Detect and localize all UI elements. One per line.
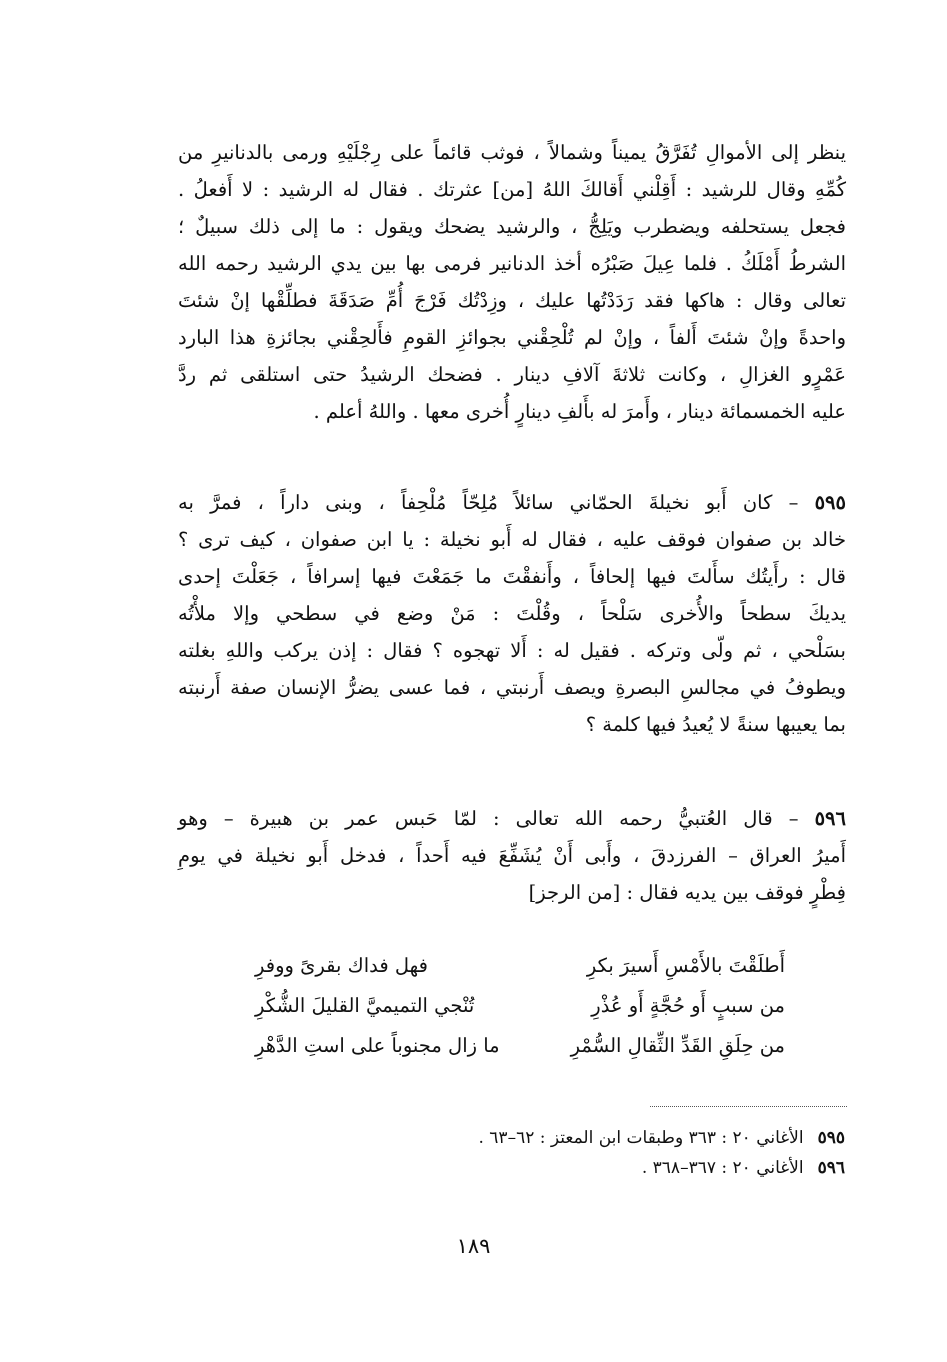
footnote-text: الأغاني ٢٠ : ٣٦٣ وطبقات ابن المعتز : ٦٢–٦٣ . [478,1128,804,1148]
footnote-separator [650,1106,847,1107]
text-line: يديكَ سطحاً والأُخرى سَلْحاً ، وقُلْتَ : مَنْ وضع في سطحي وإلا ملأْتُه [178,602,846,625]
entry-first-line [178,484,846,521]
verse-first-hemistich: من سببٍ أَو حُجَّةٍ أَو عُذْرِ [591,994,785,1017]
text-line: فجعل يستحلفه ويضطرب ويَلِجُّ ، والرشيد يضحك ويقول : ما إلى ذلك سبيلٌ ؛ [178,215,846,238]
poem-verses [255,946,785,1066]
footnote [642,1158,845,1178]
text-line: قال : رأَيتُك سأَلتَ فيها إلحافاً ، وأَنفقْتَ ما جَمَعْتَ فيها إسرافاً ، جَعَلْتَ إحدى [178,565,846,588]
entry-first-line [178,800,846,837]
entry-text: – كان أَبو نخيلةَ الحمّاني سائلاً مُلِحّاً مُلْحِفاً ، وبنى داراً ، فمرَّ به [178,491,799,514]
text-line: بما يعيبها سنةً لا يُعيدُ فيها كلمة ؟ [585,713,846,736]
footnote-number: ٥٩٥ [817,1128,845,1148]
footnote [478,1128,845,1148]
text-line: ينظر إلى الأموالِ تُفَرَّقُ يميناً وشمالاً ، فوثب قائماً على رِجْلَيْهِ ورمى بالدنانيرِ من [178,141,846,164]
paragraph-continuation [178,134,846,430]
verse-second-hemistich: ما زال مجنوباً على استِ الدَّهْرِ [255,1034,500,1057]
text-line: عليه الخمسمائة دينار ، وأَمرَ له بأَلفِ دينارٍ أُخرى معها . واللهُ أعلم . [313,400,846,423]
verse-line [255,946,785,986]
text-line: الشرطُ أَمْلَكُ . فلما عِيلَ صَبْرُه أخذ الدنانير فرمى بها بين يدي الرشيد رحمه الله [178,252,846,275]
verse-second-hemistich: فهل فداك بقرىً ووفرِ [255,954,428,977]
verse-first-hemistich: من حِلَقِ القَدِّ الثِّقالِ السُّمْرِ [570,1034,785,1057]
verse-line [255,986,785,1026]
text-line: ويطوفُ في مجالسِ البصرةِ ويصف أَرنبتي ، فما عسى يضرُّ الإنسان صفة أَرنبته [178,676,846,699]
verse-second-hemistich: تُنْجي التميميَّ القليلَ الشُّكْرِ [255,994,475,1017]
verse-line [255,1026,785,1066]
text-line: عَمْرٍو الغزالِ ، وكانت ثلاثةَ آلافِ دينار . فضحك الرشيدُ حتى استلقى ثم ردَّ [178,363,846,386]
entry-595 [178,484,846,743]
entry-number: ٥٩٥ [814,491,846,514]
footnote-number: ٥٩٦ [817,1158,845,1178]
text-line: بسَلْحي ، ثم ولّى وتركه . فقيل له : أَلا تهجوه ؟ فقال : إذن يركب واللهِ بغلته [178,639,846,662]
text-line: أَميرُ العراق – الفرزدقَ ، وأَبى أَنْ يُشَفِّعَ فيه أَحداً ، فدخل أَبو نخيلة في يومِ [178,844,846,867]
entry-number: ٥٩٦ [814,807,846,830]
verse-first-hemistich: أَطلَقْتَ بالأَمْسِ أَسيرَ بكرِ [586,954,785,977]
footnote-text: الأغاني ٢٠ : ٣٦٧–٣٦٨ . [641,1158,804,1178]
text-line: تعالى وقال : هاكها فقد رَدَدْتُها عليك ، وزِدْتُك فَرْجَ أُمِّ صَدَقَةَ فطلِّقْها إنْ شئتَ [178,289,846,312]
page-number: ١٨٩ [456,1234,491,1258]
text-line: واحدةً وإنْ شئتَ أَلفاً ، وإنْ لم تُلْحِقْني بجوائزِ القومِ فأَلحِقْني بجائزةِ هذا البارد [178,326,846,349]
text-line: خالد بن صفوان فوقف عليه ، فقال له أَبو نخيلة : يا ابن صفوان ، كيف ترى ؟ [178,528,846,551]
entry-596 [178,800,846,911]
entry-text: – قال العُتبيُّ رحمه الله تعالى : لمّا حَبس عمر بن هبيرة – وهو [178,807,799,830]
text-line: كُمِّهِ وقال للرشيد : أَقِلْني أَقالكَ اللهُ [من] عثرتك . فقال له الرشيد : لا أَفعلُ . [178,178,846,201]
text-line: فِطْرٍ فوقف بين يديه فقال : [من الرجز] [528,881,846,904]
